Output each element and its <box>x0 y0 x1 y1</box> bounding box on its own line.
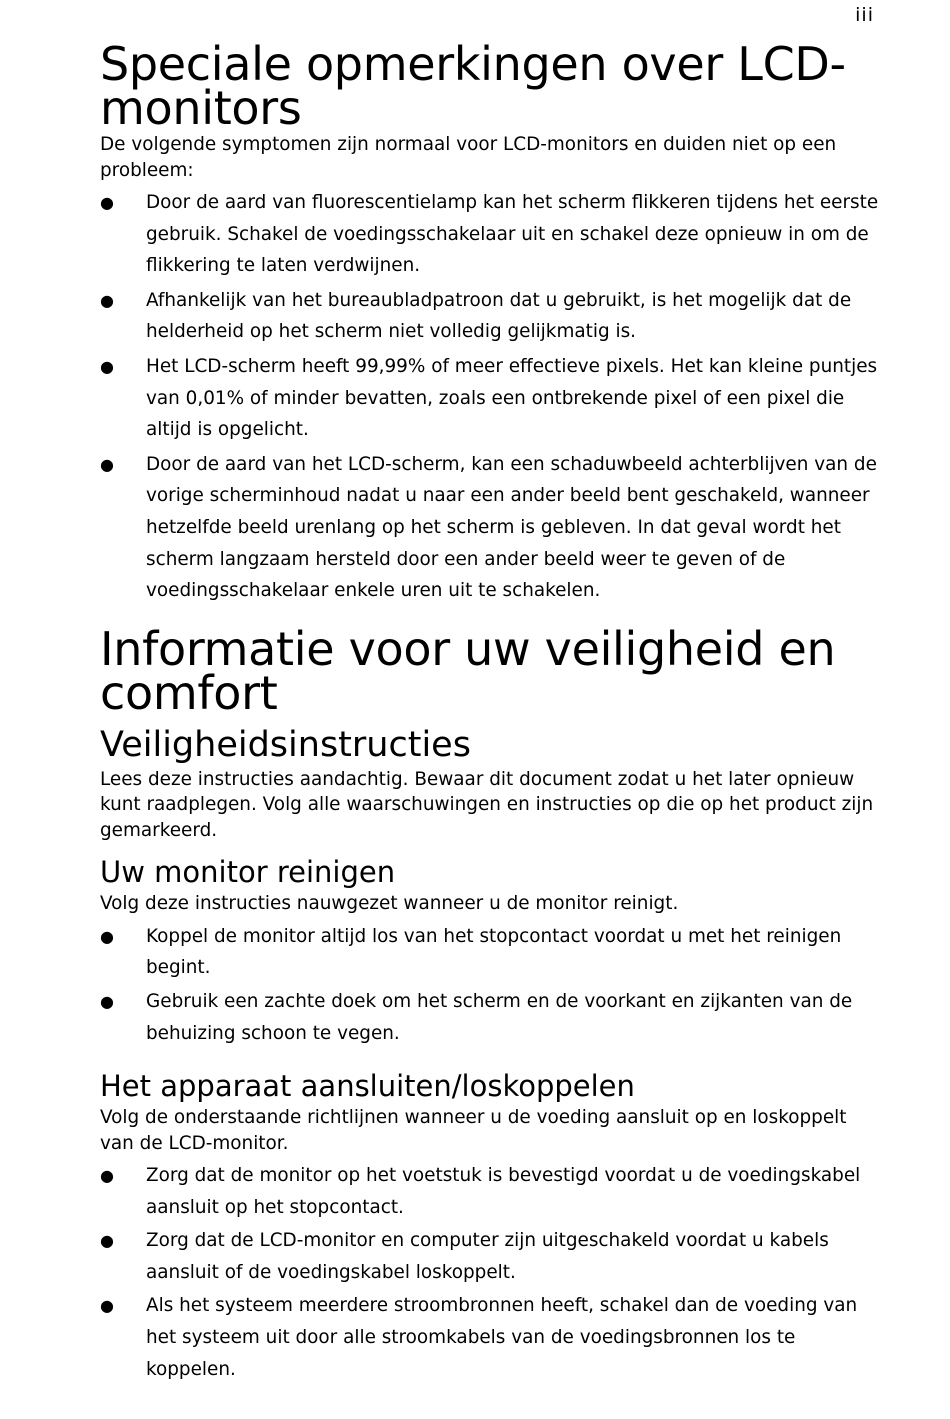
list-item-text: Zorg dat de LCD-monitor en computer zijn uitgeschakeld voordat u kabels aansluit of de voedingskabel loskoppelt. <box>146 1230 829 1283</box>
lcd-symptom-list <box>100 187 880 607</box>
bullet-icon: ● <box>100 290 114 310</box>
bullet-icon: ● <box>100 1231 114 1251</box>
list-item-text: Zorg dat de monitor op het voetstuk is bevestigd voordat u de voedingskabel aansluit op het stopcontact. <box>146 1165 861 1218</box>
bullet-icon: ● <box>100 1166 114 1186</box>
bullet-icon: ● <box>100 454 114 474</box>
cleaning-list <box>100 921 880 1049</box>
list-item-text: Koppel de monitor altijd los van het stopcontact voordat u met het reinigen begint. <box>146 925 842 979</box>
list-item <box>100 285 880 348</box>
connecting-list <box>100 1160 880 1385</box>
bullet-icon: ● <box>100 356 114 376</box>
bullet-icon: ● <box>100 1296 114 1316</box>
list-item <box>100 1160 880 1223</box>
bullet-icon: ● <box>100 991 114 1011</box>
list-item-text: Door de aard van het LCD-scherm, kan een schaduwbeeld achterblijven van de vorige scherminhoud nadat u naar een ander beeld bent geschakeld, wanneer hetzelfde beeld urenlang op het scherm is gebleven. In dat geval wordt het scherm langzaam hersteld door een ander beeld weer te geven of de voedingsschakelaar enkele uren uit te schakelen. <box>146 453 877 602</box>
list-item <box>100 986 880 1049</box>
safety-intro: Lees deze instructies aandachtig. Bewaar dit document zodat u het later opnieuw kunt raadplegen. Volg alle waarschuwingen en instructies op die op het product zijn gemarkeerd. <box>100 768 874 841</box>
subsection-title-safety-instructions: Veiligheidsinstructies <box>100 724 471 765</box>
subsection-title-cleaning: Uw monitor reinigen <box>100 855 396 890</box>
bullet-icon: ● <box>100 926 114 946</box>
list-item-text: Het LCD-scherm heeft 99,99% of meer effectieve pixels. Het kan kleine puntjes van 0,01% of minder bevatten, zoals een ontbrekende pixel of een pixel die altijd is opgelicht. <box>146 355 878 441</box>
page-number: iii <box>855 4 874 26</box>
list-item <box>100 921 880 984</box>
list-item <box>100 1290 880 1385</box>
list-item <box>100 1225 880 1288</box>
list-item <box>100 187 880 282</box>
list-item-text: Afhankelijk van het bureaubladpatroon dat u gebruikt, is het mogelijk dat de helderheid op het scherm niet volledig gelijkmatig is. <box>146 289 852 343</box>
subsection-title-connecting: Het apparaat aansluiten/loskoppelen <box>100 1069 635 1104</box>
page-content <box>100 37 880 1387</box>
list-item <box>100 449 880 607</box>
list-item <box>100 351 880 446</box>
section-title-lcd: Speciale opmerkingen over LCD-monitors <box>100 37 846 135</box>
cleaning-intro: Volg deze instructies nauwgezet wanneer u de monitor reinigt. <box>100 893 679 915</box>
list-item-text: Als het systeem meerdere stroombronnen heeft, schakel dan de voeding van het systeem uit door alle stroomkabels van de voedingsbronnen los te koppelen. <box>146 1295 858 1380</box>
connecting-intro: Volg de onderstaande richtlijnen wanneer u de voeding aansluit op en loskoppelt van de LCD-monitor. <box>100 1107 847 1154</box>
section-intro-lcd: De volgende symptomen zijn normaal voor LCD-monitors en duiden niet op een probleem: <box>100 134 837 181</box>
bullet-icon: ● <box>100 193 114 212</box>
list-item-text: Gebruik een zachte doek om het scherm en de voorkant en zijkanten van de behuizing schoon te vegen. <box>146 990 853 1044</box>
list-item-text: Door de aard van fluorescentielamp kan het scherm flikkeren tijdens het eerste gebruik. Schakel de voedingsschakelaar uit en schakel deze opnieuw in om de flikkering te laten verdwijnen. <box>146 192 879 277</box>
section-title-safety: Informatie voor uw veiligheid en comfort <box>100 621 836 720</box>
